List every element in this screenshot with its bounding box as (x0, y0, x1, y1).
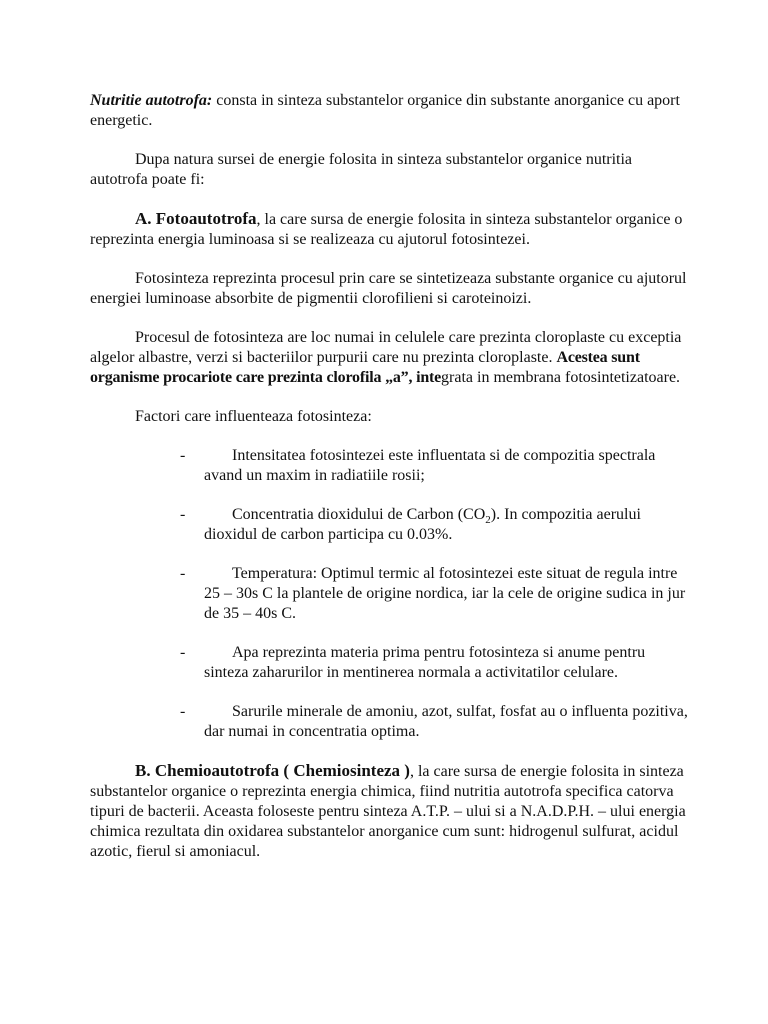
location-paragraph (90, 328, 690, 388)
section-a-heading: A. Fotoautotrofa (135, 209, 257, 228)
factor-rest: dioxidul de carbon participa cu 0.03%. (204, 526, 453, 543)
section-b-text: , la care sursa de energie folosita in sinteza substantelor organice o reprezinta energia chimica, fiind nutritia autotrofa specifica catorva tipuri de bacterii. Aceasta foloseste pentru sinteza A.T.P. – ului si a N.A.D.P.H. – ului energia chimica rezultata din oxidarea substantelor anorganice cum sunt: hidrogenul sulfurat, acidul azotic, fierul si amoniacul. (90, 763, 686, 860)
location-tail-text: grata in membrana fotosintetizatoare. (441, 369, 681, 386)
list-item (90, 702, 690, 742)
factor-lead: Apa reprezinta materia prima pentru fotosinteza si anume pentru (232, 644, 646, 661)
factor-subscript: 2 (485, 514, 491, 527)
intro-term: Nutritie autotrofa: (90, 92, 213, 109)
list-dash: - (180, 565, 186, 582)
intro-paragraph (90, 91, 690, 131)
factors-list (90, 446, 690, 742)
section-b-heading: B. Chemioautotrofa ( Chemiosinteza ) (135, 761, 410, 780)
factor-lead: Concentratia dioxidului de Carbon (CO (232, 506, 486, 523)
list-dash: - (180, 644, 186, 661)
factor-lead: Temperatura: Optimul termic al fotosintezei este situat de regula (232, 565, 645, 582)
factor-rest: intre 25 – 30s C la plantele de origine nordica, iar la cele de origine sudica in jur de 35 – 40s C. (204, 565, 686, 622)
list-item (90, 505, 690, 545)
list-item (90, 643, 690, 683)
factor-rest: spectrala avand un maxim in radiatiile rosii; (204, 447, 656, 484)
factor-lead: Intensitatea fotosintezei este influentata si de compozitia (232, 447, 595, 464)
factors-title: Factori care influenteaza fotosinteza: (135, 408, 372, 425)
definition-paragraph: Fotosinteza reprezinta procesul prin care se sintetizeaza substante organice cu ajutorul energiei luminoase absorbite de pigmentii clorofilieni si caroteinoizi. (90, 270, 687, 307)
location-text: Procesul de fotosinteza are loc numai in celulele care prezinta cloroplaste cu exceptia algelor albastre, verzi si bacteriilor purpurii care nu prezinta cloroplaste. (90, 329, 682, 366)
list-dash: - (180, 506, 186, 523)
intro-text: consta in sinteza substantelor organice din substante anorganice cu aport energetic. (90, 92, 680, 129)
location-bold-text: Acestea sunt organisme procariote care prezinta clorofila „a”, inte (90, 349, 640, 386)
factor-lead-end: ). In compozitia aerului (490, 506, 641, 523)
types-paragraph: Dupa natura sursei de energie folosita in sinteza substantelor organice nutritia autotrofa poate fi: (90, 151, 633, 188)
factor-lead: Sarurile minerale de amoniu, azot, sulfat, fosfat au o influenta (232, 703, 629, 720)
list-dash: - (180, 447, 186, 464)
factor-rest: pozitiva, dar numai in concentratia optima. (204, 703, 688, 740)
section-a-text: , la care sursa de energie folosita in sinteza substantelor organice o reprezinta energia luminoasa si se realizeaza cu ajutorul fotosintezei. (90, 211, 683, 248)
list-item (90, 446, 690, 486)
section-a-paragraph (90, 209, 690, 250)
factor-rest: sinteza zaharurilor in mentinerea normala a activitatilor celulare. (204, 664, 619, 681)
section-b-paragraph (90, 761, 690, 862)
document-page (90, 91, 690, 881)
list-item (90, 564, 690, 624)
list-dash: - (180, 703, 186, 720)
